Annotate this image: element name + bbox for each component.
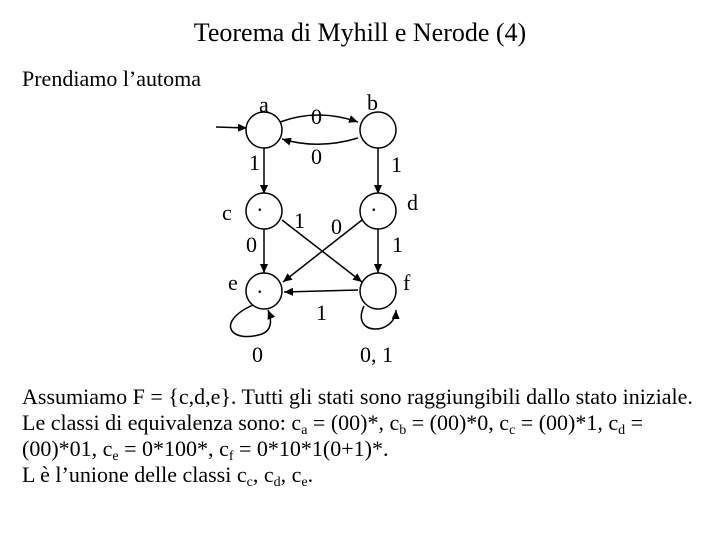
explanation-text — [22, 384, 702, 488]
state-d — [360, 193, 396, 229]
edge-f-e — [284, 290, 358, 292]
state-label-a: a — [259, 92, 269, 117]
state-label-f: f — [403, 270, 411, 295]
label-d-e: 0 — [331, 214, 342, 239]
state-f — [360, 273, 396, 309]
state-label-b: b — [367, 90, 378, 115]
state-a — [246, 112, 282, 148]
state-c — [246, 193, 282, 229]
label-a-c: 1 — [249, 150, 260, 175]
label-d-f: 1 — [392, 232, 403, 257]
assumption-line: Assumiamo F = {c,d,e}. Tutti gli stati sono raggiungibili dallo stato iniziale. — [22, 384, 693, 409]
state-label-c: c — [222, 200, 232, 225]
state-b — [360, 112, 396, 148]
state-e — [246, 273, 282, 309]
language-union-line: L è l’unione delle classi $c_c$, $c_d$, $c_e$. — [22, 462, 314, 490]
start-arrow — [216, 127, 247, 128]
label-f-e: 1 — [316, 300, 327, 325]
label-b-a: 0 — [311, 144, 322, 169]
slide-title: Teorema di Myhill e Nerode (4) — [193, 18, 527, 47]
label-loop-f: 0, 1 — [360, 342, 393, 367]
label-c-e: 0 — [246, 232, 257, 257]
equivalence-classes: Le classi di equivalenza sono: $c_a = (00)*$, $c_b = (00)*0$, $c_c = (00)*1$, $c_d = (00)*01$, $c_e = 0*100*$, $c_f = 0*10*1(0+1)*$. — [22, 410, 644, 464]
state-label-d: d — [407, 190, 418, 215]
intro-text: Prendiamo l’automa — [22, 66, 202, 91]
accepting-mark-c: . — [257, 191, 263, 216]
label-a-b: 0 — [311, 104, 322, 129]
label-c-f: 1 — [294, 208, 305, 233]
accepting-mark-e: . — [257, 273, 263, 298]
accepting-mark-d: . — [371, 191, 377, 216]
state-label-e: e — [228, 270, 238, 295]
label-loop-e: 0 — [252, 342, 263, 367]
label-b-d: 1 — [391, 152, 402, 177]
